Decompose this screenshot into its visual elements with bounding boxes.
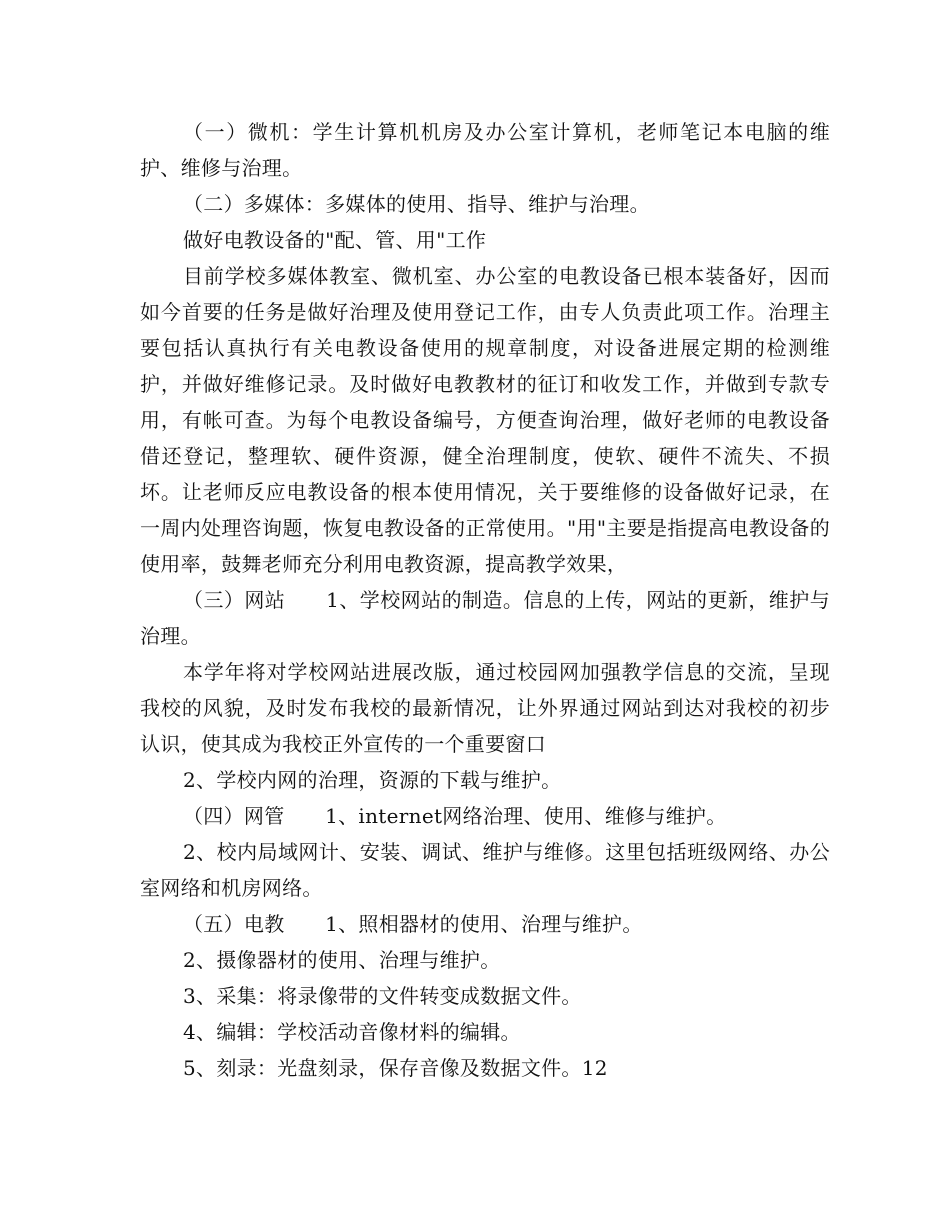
paragraph-capture: 3、采集：将录像带的文件转变成数据文件。 xyxy=(183,984,582,1008)
paragraph-video-equipment: 2、摄像器材的使用、治理与维护。 xyxy=(183,948,501,972)
paragraph-website-revision: 本学年将对学校网站进展改版，通过校园网加强教学信息的交流，呈现我校的风貌，及时发布我校的最新情况，让外界通过网站到达对我校的初步认识，使其成为我校正外宣传的一个重要窗口 xyxy=(140,660,830,756)
paragraph-burning: 5、刻录：光盘刻录，保存音像及数据文件。12 xyxy=(183,1056,608,1080)
paragraph-network-admin: （四）网管 1、internet网络治理、使用、维修与维护。 xyxy=(183,804,727,828)
paragraph-equipment-heading: 做好电教设备的"配、管、用"工作 xyxy=(183,228,487,252)
paragraph-av-education: （五）电教 1、照相器材的使用、治理与维护。 xyxy=(183,912,643,936)
paragraph-website: （三）网站 1、学校网站的制造。信息的上传，网站的更新，维护与治理。 xyxy=(140,588,830,648)
document-body xyxy=(140,114,830,1086)
paragraph-lan: 2、校内局域网计、安装、调试、维护与维修。这里包括班级网络、办公室网络和机房网络。 xyxy=(140,840,830,900)
paragraph-intranet: 2、学校内网的治理，资源的下载与维护。 xyxy=(183,768,562,792)
paragraph-equipment-management: 目前学校多媒体教室、微机室、办公室的电教设备已根本装备好，因而如今首要的任务是做好治理及使用登记工作，由专人负责此项工作。治理主要包括认真执行有关电教设备使用的规章制度，对设备进展定期的检测维护，并做好维修记录。及时做好电教教材的征订和收发工作，并做到专款专用，有帐可查。为每个电教设备编号，方便查询治理，做好老师的电教设备借还登记，整理软、硬件资源，健全治理制度，使软、硬件不流失、不损坏。让老师反应电教设备的根本使用情况，关于要维修的设备做好记录，在一周内处理咨询题，恢复电教设备的正常使用。"用"主要是指提高电教设备的使用率，鼓舞老师充分利用电教资源，提高教学效果， xyxy=(140,264,830,576)
paragraph-editing: 4、编辑：学校活动音像材料的编辑。 xyxy=(183,1020,521,1044)
paragraph-microcomputer: （一）微机：学生计算机机房及办公室计算机，老师笔记本电脑的维护、维修与治理。 xyxy=(140,120,830,180)
paragraph-multimedia: （二）多媒体：多媒体的使用、指导、维护与治理。 xyxy=(183,192,650,216)
